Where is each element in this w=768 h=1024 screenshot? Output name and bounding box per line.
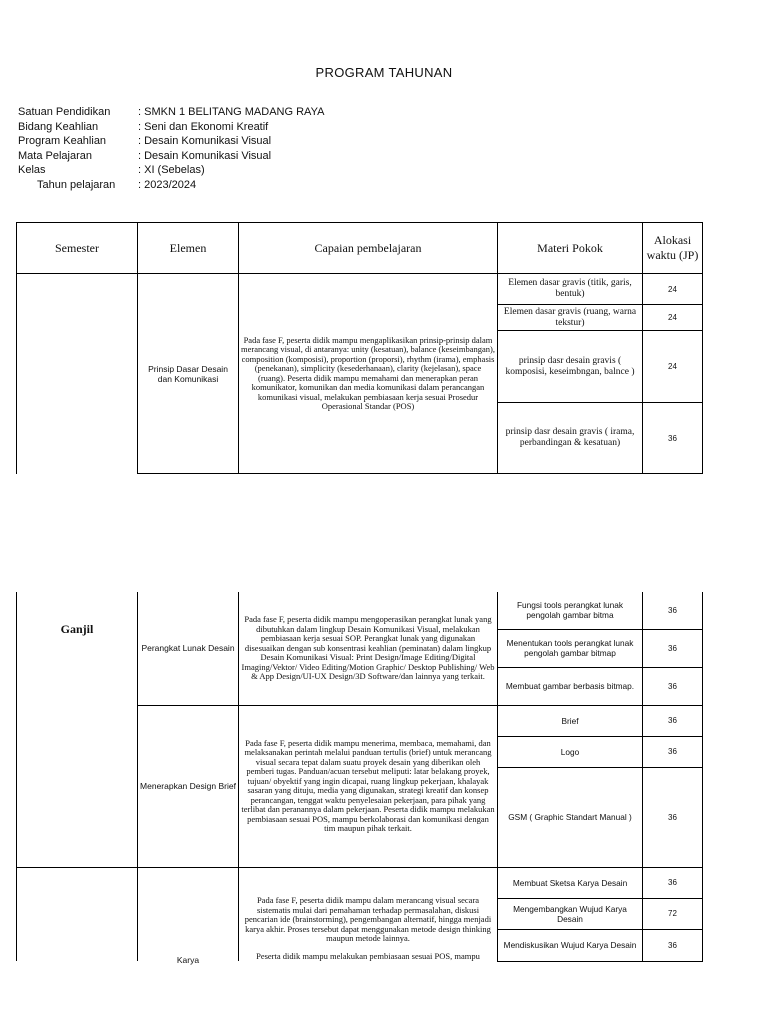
materi-cell: Elemen dasar gravis (ruang, warna tekstur) bbox=[498, 305, 643, 331]
semester-cell bbox=[17, 867, 138, 961]
materi-cell: Mengembangkan Wujud Karya Desain bbox=[498, 898, 643, 929]
jp-cell: 36 bbox=[643, 705, 703, 736]
materi-cell: Brief bbox=[498, 705, 643, 736]
program-table-part2 bbox=[16, 592, 703, 965]
jp-cell: 36 bbox=[643, 767, 703, 867]
materi-cell: Membuat Sketsa Karya Desain bbox=[498, 867, 643, 898]
table-row bbox=[17, 592, 703, 629]
header-capaian: Capaian pembelajaran bbox=[239, 223, 498, 274]
page-title: PROGRAM TAHUNAN bbox=[315, 65, 453, 80]
elemen-cell bbox=[138, 867, 239, 965]
meta-row-mapel bbox=[18, 149, 324, 164]
materi-cell: prinsip dasr desain gravis ( irama, perbandingan & kesatuan) bbox=[498, 403, 643, 474]
capaian-paragraph: Pada fase F, peserta didik mampu dalam merancang visual secara sistematis mulai dari pemahaman terhadap permasalahan, diskusi pencarian ide (brainstorming), pengembangan alternatif, hingga menjadi karya akhir. Proses tersebut dapat menggunakan metode design thinking maupun metode lainnya. bbox=[244, 895, 492, 943]
meta-row-satuan bbox=[18, 105, 324, 120]
meta-value: : XI (Sebelas) bbox=[138, 164, 205, 176]
materi-cell: Mendiskusikan Wujud Karya Desain bbox=[498, 929, 643, 961]
meta-value: : Desain Komunikasi Visual bbox=[138, 149, 272, 162]
meta-key: Program Keahlian bbox=[18, 135, 107, 147]
header-alokasi: Alokasi waktu (JP) bbox=[643, 223, 703, 274]
capaian-cell: Pada fase F, peserta didik mampu mengoperasikan perangkat lunak yang dibutuhkan dalam lingkup Desain Komunikasi Visual, melakukan pembiasaan kerja sesuai SOP. Perangkat lunak yang digunakan disesuaikan dengan sub konsentrasi keahlian (peminatan) dalam lingkup Desain Komunikasi Visual: Print Design/Image Editing/Digital Imaging/Vektor/ Video Editing/Motion Graphic/ Desktop Publishing/ Web & App Design/UI-UX Design/3D Software/dan lainnya yang terkait. bbox=[239, 592, 498, 705]
capaian-cell bbox=[239, 867, 498, 961]
meta-value: : SMKN 1 BELITANG MADANG RAYA bbox=[138, 106, 325, 118]
semester-cell bbox=[17, 274, 138, 474]
jp-cell: 36 bbox=[643, 867, 703, 898]
meta-row-tahun bbox=[18, 178, 324, 193]
meta-value: : Seni dan Ekonomi Kreatif bbox=[138, 120, 269, 133]
jp-cell: 24 bbox=[643, 331, 703, 403]
program-table-part1 bbox=[16, 222, 703, 474]
header-semester: Semester bbox=[17, 223, 138, 274]
elemen-cell: Menerapkan Design Brief bbox=[138, 705, 239, 867]
meta-key: Bidang Keahlian bbox=[18, 120, 99, 133]
table-row bbox=[17, 867, 703, 898]
capaian-paragraph: Peserta didik mampu melakukan pembiasaan sesuai POS, mampu bbox=[256, 951, 480, 961]
elemen-cell: Perangkat Lunak Desain bbox=[138, 592, 239, 705]
capaian-cell: Pada fase F, peserta didik mampu mengaplikasikan prinsip-prinsip dalam merancang visual, di antaranya: unity (kesatuan), balance (keseimbangan), composition (komposisi), proportion (proporsi), rhythm (irama), emphasis (penekanan), simplicity (kesederhanaan), clarity (kejelasan), space (ruang). Peserta didik mampu memahami dan menerapkan peran komunikator, komunikan dan media komunikasi dalam perancangan komunikasi visual, melakukan pembiasaan kerja sesuai Prosedur Operasional Standar (POS) bbox=[239, 274, 498, 474]
meta-key: Mata Pelajaran bbox=[18, 149, 92, 162]
jp-cell: 24 bbox=[643, 274, 703, 305]
materi-cell: Membuat gambar berbasis bitmap. bbox=[498, 667, 643, 705]
meta-key: Kelas bbox=[18, 164, 46, 176]
meta-key: Satuan Pendidikan bbox=[18, 106, 111, 118]
meta-value: : Desain Komunikasi Visual bbox=[138, 135, 272, 147]
meta-row-program bbox=[18, 134, 324, 149]
elemen-cell: Prinsip Dasar Desain dan Komunikasi bbox=[138, 274, 239, 474]
capaian-cell: Pada fase F, peserta didik mampu menerima, membaca, memahami, dan melaksanakan perintah melalui panduan tertulis (brief) untuk merancang visual secara tepat dalam suatu proyek desain yang diberikan oleh pemberi tugas. Panduan/acuan tersebut meliputi: latar belakang proyek, tujuan/ obyektif yang ingin dicapai, ruang lingkup pekerjaan, khalayak sasaran yang dituju, media yang digunakan, strategi kreatif dan konsep perancangan, tenggat waktu penyelesaian pekerjaan, para pihak yang terlibat dan peranannya dalam pekerjaan. Peserta didik mampu melakukan pembiasaan sesuai POS, mampu berkolaborasi dan komunikasi dengan tim maupun pihak terkait. bbox=[239, 705, 498, 867]
jp-cell: 36 bbox=[643, 736, 703, 767]
materi-cell: Fungsi tools perangkat lunak pengolah gambar bitma bbox=[498, 592, 643, 629]
meta-row-bidang bbox=[18, 120, 324, 135]
table-header-row bbox=[17, 223, 703, 274]
table-row bbox=[17, 274, 703, 305]
jp-cell: 36 bbox=[643, 629, 703, 667]
header-materi: Materi Pokok bbox=[498, 223, 643, 274]
meta-row-kelas bbox=[18, 163, 324, 178]
meta-key: Tahun pelajaran bbox=[37, 178, 116, 191]
jp-cell: 36 bbox=[643, 929, 703, 961]
elemen-label: Karya bbox=[176, 955, 200, 965]
jp-cell: 36 bbox=[643, 403, 703, 474]
meta-value: : 2023/2024 bbox=[138, 178, 197, 191]
header-elemen: Elemen bbox=[138, 223, 239, 274]
document-meta bbox=[18, 105, 324, 192]
materi-cell: Elemen dasar gravis (titik, garis, bentuk) bbox=[498, 274, 643, 305]
jp-cell: 36 bbox=[643, 667, 703, 705]
jp-cell: 72 bbox=[643, 898, 703, 929]
materi-cell: GSM ( Graphic Standart Manual ) bbox=[498, 767, 643, 867]
materi-cell: Menentukan tools perangkat lunak pengolah gambar bitmap bbox=[498, 629, 643, 667]
semester-ganjil-cell: Ganjil bbox=[17, 592, 138, 867]
materi-cell: Logo bbox=[498, 736, 643, 767]
jp-cell: 36 bbox=[643, 592, 703, 629]
jp-cell: 24 bbox=[643, 305, 703, 331]
materi-cell: prinsip dasr desain gravis ( komposisi, keseimbngan, balnce ) bbox=[498, 331, 643, 403]
